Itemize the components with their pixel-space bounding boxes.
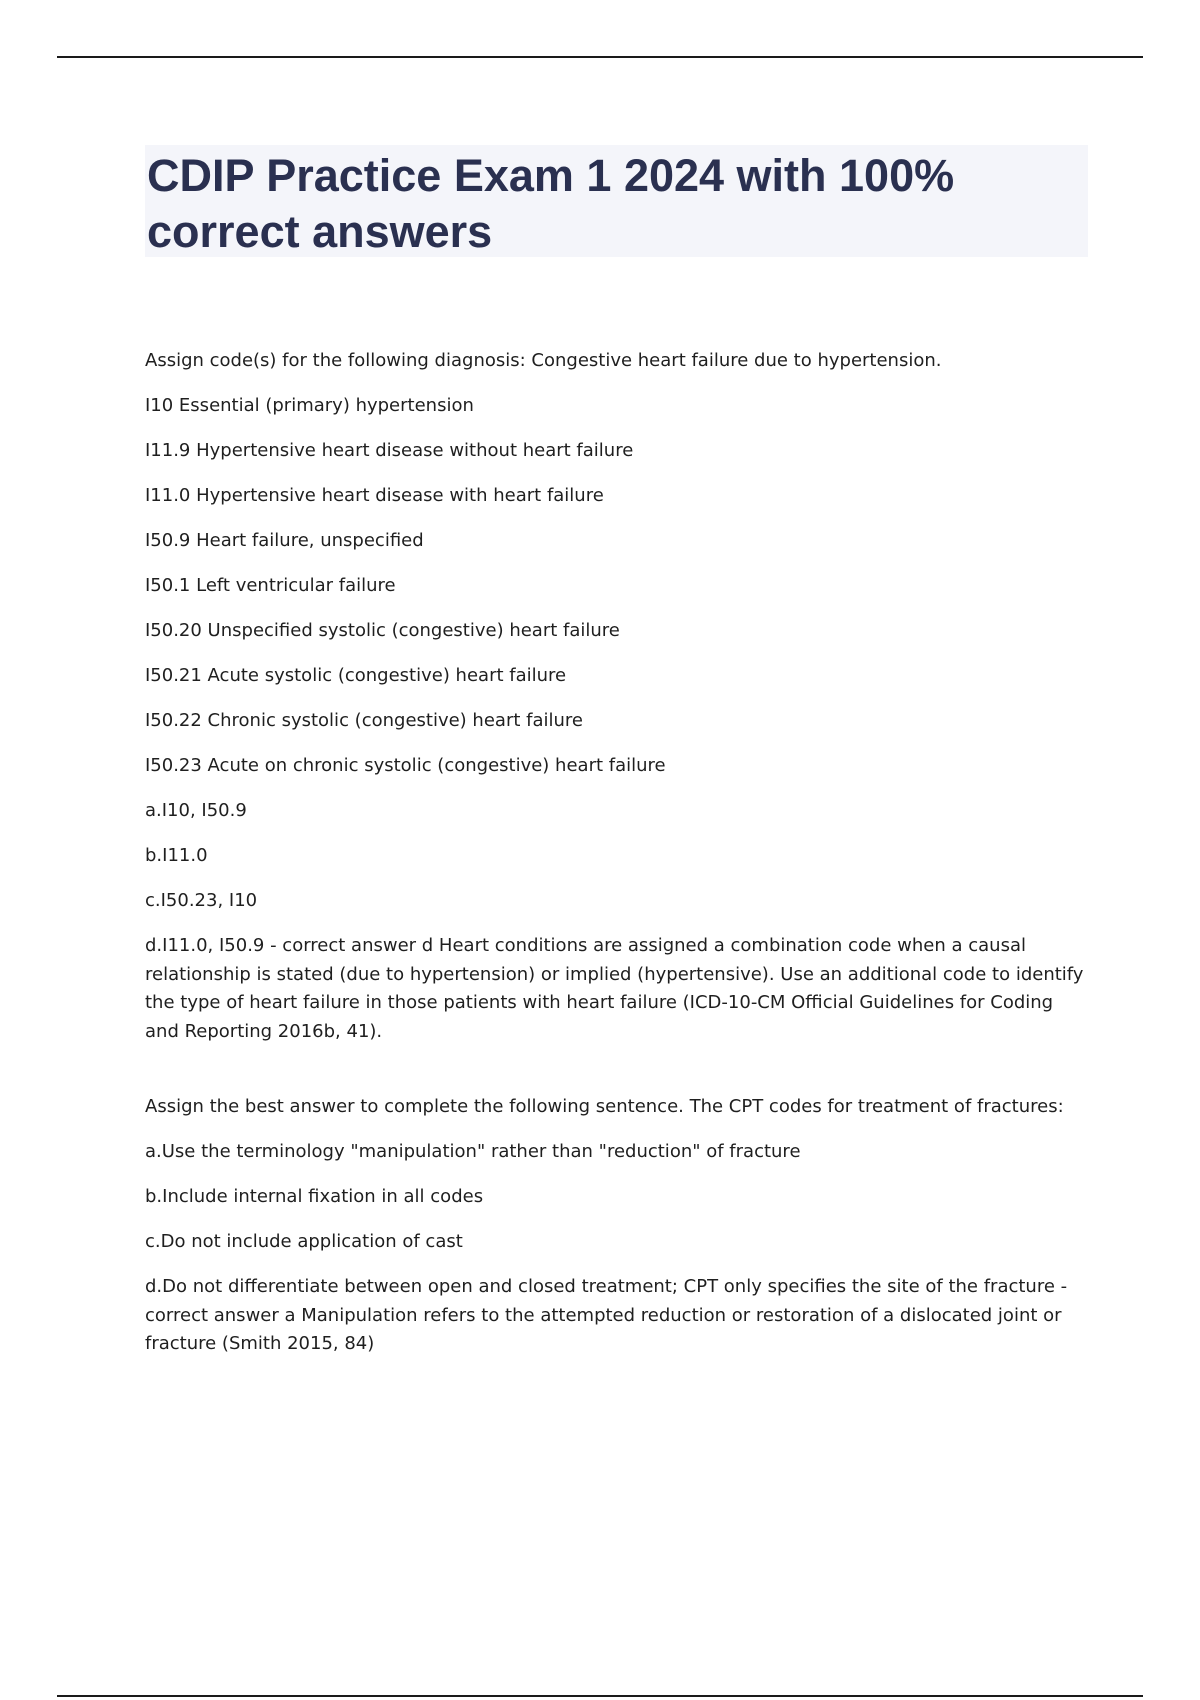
question-prompt: Assign code(s) for the following diagnosis: Congestive heart failure due to hypertension. [145,350,942,371]
answer-option: b.Include internal fixation in all codes [145,1186,484,1207]
answer-option-with-explanation: d.Do not differentiate between open and closed treatment; CPT only specifies the site of the fracture - correct answer a Manipulation refers to the attempted reduction or restoration of a dislocated joint or fracture (Smith 2015, 84) [145,1276,1068,1354]
title-banner [145,145,1088,257]
code-item: I11.9 Hypertensive heart disease without heart failure [145,440,634,461]
answer-option: a.Use the terminology "manipulation" rather than "reduction" of fracture [145,1141,801,1162]
answer-option: c.I50.23, I10 [145,890,258,911]
bottom-rule [57,1695,1143,1697]
code-item: I10 Essential (primary) hypertension [145,395,474,416]
question-2 [145,1093,1090,1359]
answer-option: c.Do not include application of cast [145,1231,463,1252]
code-item: I50.20 Unspecified systolic (congestive) heart failure [145,620,620,641]
code-item: I50.1 Left ventricular failure [145,575,396,596]
answer-option: b.I11.0 [145,845,208,866]
answer-option-with-explanation: d.I11.0, I50.9 - correct answer d Heart conditions are assigned a combination code when a causal relationship is stated (due to hypertension) or implied (hypertensive). Use an additional code to identify the type of heart failure in those patients with heart failure (ICD-10-CM Official Guidelines for Coding and Reporting 2016b, 41). [145,935,1084,1042]
top-rule [57,56,1143,58]
code-item: I50.23 Acute on chronic systolic (congestive) heart failure [145,755,666,776]
answer-option: a.I10, I50.9 [145,800,247,821]
code-item: I50.21 Acute systolic (congestive) heart failure [145,665,567,686]
document-title: CDIP Practice Exam 1 2024 with 100% correct answers [147,150,955,257]
code-item: I50.9 Heart failure, unspecified [145,530,424,551]
question-prompt: Assign the best answer to complete the following sentence. The CPT codes for treatment of fractures: [145,1096,1064,1117]
code-item: I11.0 Hypertensive heart disease with heart failure [145,485,604,506]
code-item: I50.22 Chronic systolic (congestive) heart failure [145,710,583,731]
question-1 [145,347,1090,1046]
document-body [145,347,1090,1376]
